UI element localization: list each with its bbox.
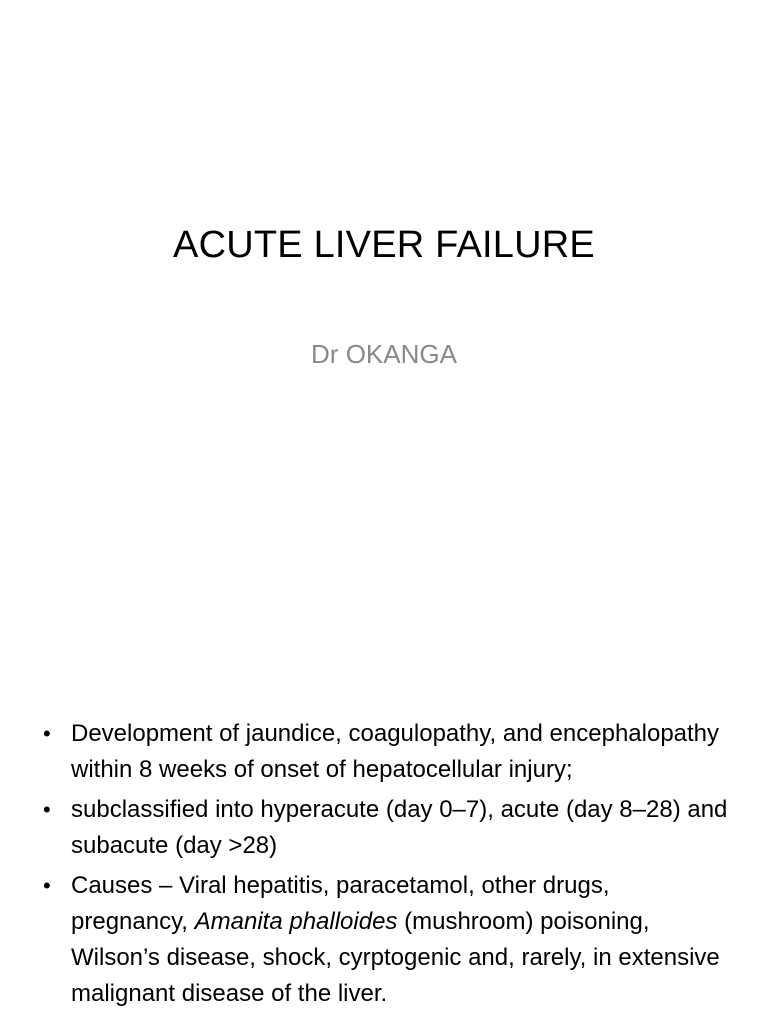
slide-subtitle: Dr OKANGA <box>311 339 457 369</box>
bullet-text: Development of jaundice, coagulopathy, and encephalopathy within 8 weeks of onset of hepatocellular injury; <box>71 720 720 783</box>
bullet-slide <box>0 576 768 1024</box>
bullet-text-after: (mushroom) poisoning, Wilson’s disease, shock, cyrptogenic and, rarely, in extensive malignant disease of the liver. <box>71 908 720 1007</box>
bullet-dot-icon: • <box>43 721 51 746</box>
bullet-dot-icon: • <box>43 873 51 898</box>
bullet-text: subclassified into hyperacute (day 0–7), acute (day 8–28) and subacute (day >28) <box>71 796 728 859</box>
bullet-item-subclassification <box>40 792 730 864</box>
bullet-text-before: Causes – Viral hepatitis, paracetamol, other drugs, pregnancy, <box>71 872 610 935</box>
bullet-text-italic: Amanita phalloides <box>194 908 398 935</box>
bullet-dot-icon: • <box>43 797 51 822</box>
slide-title: ACUTE LIVER FAILURE <box>173 224 595 266</box>
bullet-list <box>40 716 730 1016</box>
bullet-item-causes <box>40 868 730 1012</box>
bullet-item-definition <box>40 716 730 788</box>
